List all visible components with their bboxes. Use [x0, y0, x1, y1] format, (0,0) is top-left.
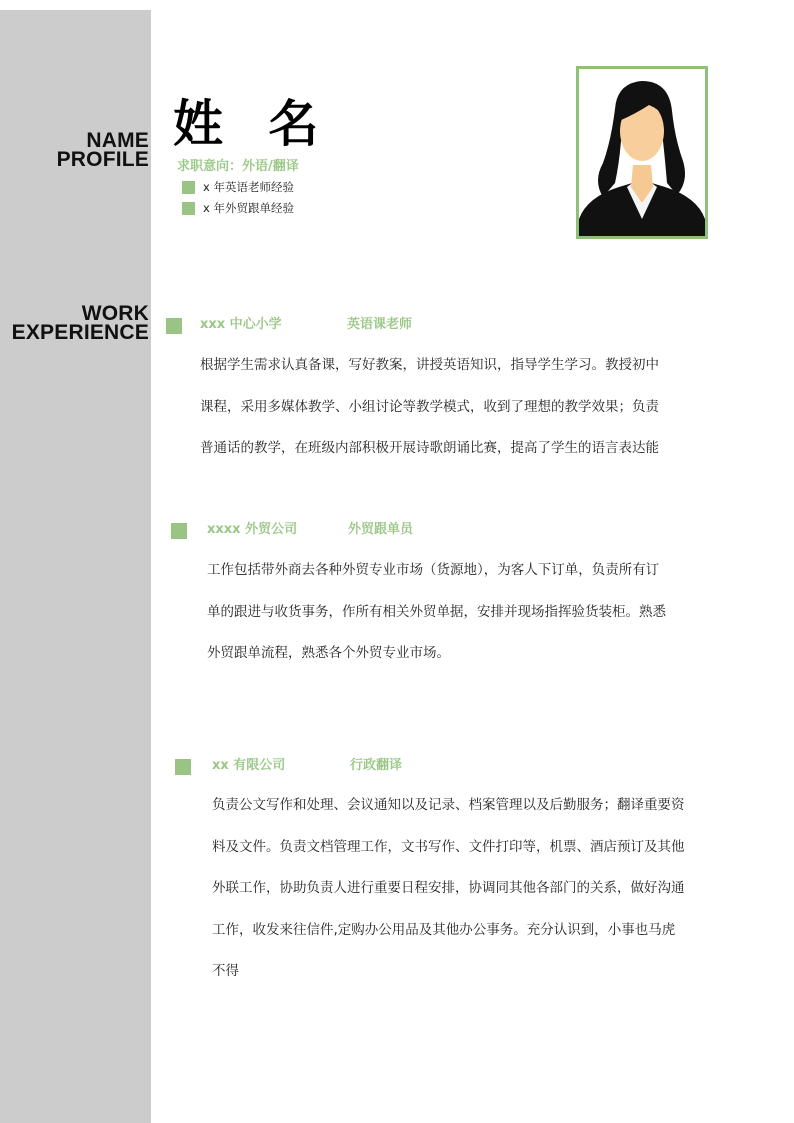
job-description-line: 料及文件。负责文档管理工作，文书写作、文件打印等，机票、酒店预订及其他: [212, 838, 685, 855]
bullet-square-icon: [175, 759, 191, 775]
experience-summary-item: [182, 180, 294, 194]
job-header: [171, 521, 771, 543]
job-description: [200, 345, 659, 470]
job-objective: 求职意向：外语/翻译: [177, 159, 299, 174]
experience-summary-item: [182, 201, 294, 215]
female-avatar-icon: [579, 69, 705, 236]
job-role: 英语课老师: [347, 317, 413, 332]
job-entry: [166, 316, 766, 476]
bullet-square-icon: [166, 318, 182, 334]
job-description-line: 不得: [212, 963, 239, 979]
job-header: [175, 757, 775, 779]
job-description-line: 外联工作，协助负责人进行重要日程安排，协调同其他各部门的关系，做好沟通: [212, 880, 685, 896]
bullet-square-icon: [171, 523, 187, 539]
job-description-line: 普通话的教学，在班级内部积极开展诗歌朗诵比赛，提高了学生的语言表达能: [200, 440, 659, 456]
job-header: [166, 316, 766, 338]
job-company: xxxx 外贸公司: [207, 522, 298, 537]
bullet-square-icon: [182, 181, 195, 194]
job-description-line: 负责公文写作和处理、会议通知以及记录、档案管理以及后勤服务；翻译重要资: [212, 797, 685, 813]
job-description-line: 工作包括带外商去各种外贸专业市场（货源地），为客人下订单，负责所有订: [207, 562, 660, 578]
job-description: [207, 550, 666, 675]
bullet-square-icon: [182, 202, 195, 215]
job-description-line: 外贸跟单流程，熟悉各个外贸专业市场。: [207, 645, 450, 661]
experience-summary-text: x 年外贸跟单经验: [203, 201, 294, 215]
profile-section-label: [57, 131, 149, 169]
job-description-line: 课程，采用多媒体教学、小组讨论等教学模式，收到了理想的教学效果；负责: [200, 398, 659, 415]
profile-photo: [576, 66, 708, 239]
profile-label-line-2: PROFILE: [56, 148, 149, 171]
work-label-line-1: WORK: [81, 302, 149, 325]
sidebar: [0, 10, 151, 1123]
profile-label-line-1: NAME: [86, 129, 149, 152]
work-label-line-2: EXPERIENCE: [11, 321, 149, 344]
job-role: 行政翻译: [350, 758, 403, 773]
experience-summary-text: x 年英语老师经验: [203, 180, 294, 194]
candidate-name: 姓 名: [173, 95, 333, 153]
job-description-line: 工作，收发来往信件,定购办公用品及其他办公事务。充分认识到，小事也马虎: [212, 921, 676, 938]
job-role: 外贸跟单员: [348, 522, 414, 537]
job-company: xx 有限公司: [212, 758, 286, 773]
job-company: xxx 中心小学: [200, 317, 282, 332]
job-description-line: 根据学生需求认真备课，写好教案，讲授英语知识，指导学生学习。教授初中: [200, 357, 659, 373]
job-entry: [171, 521, 771, 681]
job-description: [212, 785, 685, 993]
job-description-line: 单的跟进与收货事务，作所有相关外贸单据，安排并现场指挥验货装柜。熟悉: [207, 603, 666, 620]
job-entry: [175, 757, 775, 997]
work-section-label: [12, 304, 149, 342]
